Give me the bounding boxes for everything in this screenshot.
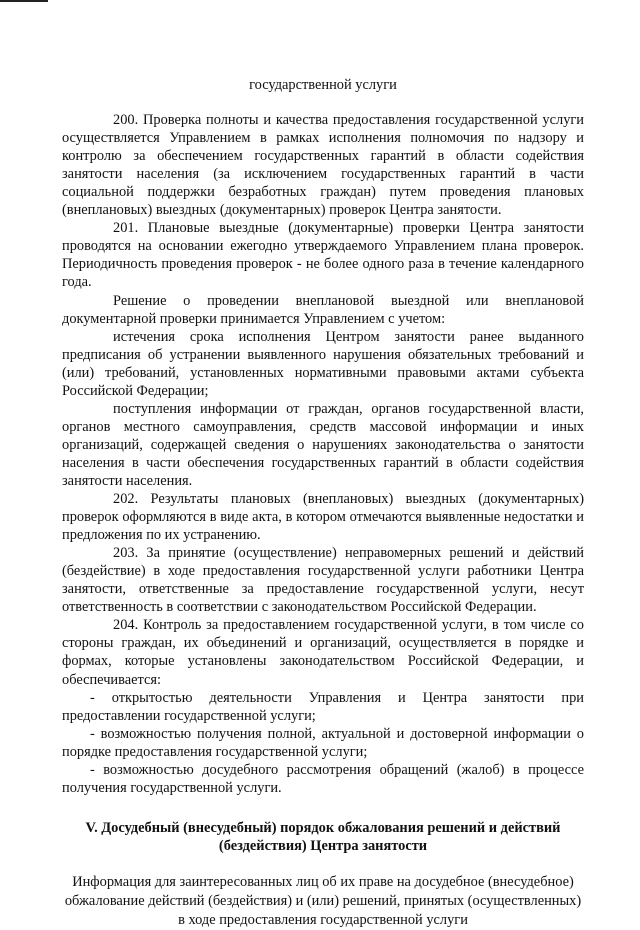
document-content [62,76,584,930]
paragraph-202: 202. Результаты плановых (внеплановых) выездных (документарных) проверок оформляются в виде акта, в котором отмечаются выявленные недостатки и предложения по их устранению. [62,491,584,544]
list-item-pretrial: - возможностью досудебного рассмотрения обращений (жалоб) в процессе получения государственной услуги. [62,761,584,796]
list-item-information: - возможностью получения полной, актуальной и достоверной информации о порядке предоставления государственной услуги; [62,725,584,760]
paragraph-200: 200. Проверка полноты и качества предоставления государственной услуги осуществляется Управлением в рамках исполнения полномочия по надзору и контролю за обеспечением государственных гарантий в области содействия занятости населения (за исключением государственных гарантий в части социальной поддержки безработных граждан) путем проведения плановых (внеплановых) выездных (документарных) проверок Центра занятости. [62,112,584,219]
scan-corner-mark [0,0,48,2]
paragraph-expiry: истечения срока исполнения Центром занятости ранее выданного предписания об устранении выявленного нарушения обязательных требований и (или) требований, установленных нормативными правовыми актами субъекта Российской Федерации; [62,328,584,399]
section-heading: V. Досудебный (внесудебный) порядок обжалования решений и действий (бездействия) Центра занятости [85,819,561,854]
paragraph-203: 203. За принятие (осуществление) неправомерных решений и действий (бездействие) в ходе предоставления государственной услуги работники Центра занятости, ответственные за предоставление государственной услуги, несут ответственность в соответствии с законодательством Российской Федерации. [62,545,584,616]
paragraph-decision: Решение о проведении внеплановой выездной или внеплановой документарной проверки принимается Управлением с учетом: [62,292,584,327]
list-item-openness: - открытостью деятельности Управления и Центра занятости при предоставлении государственной услуги; [62,689,584,724]
paragraph-204: 204. Контроль за предоставлением государственной услуги, в том числе со стороны граждан, их объединений и организаций, осуществляется в порядке и формах, которые установлены законодательством Российской Федерации, и обеспечивается: [62,617,584,688]
info-block: Информация для заинтересованных лиц об их праве на досудебное (внесудебное) обжалование действий (бездействия) и (или) решений, принятых (осуществленных) в ходе предоставления государственной услуги [64,873,582,928]
top-fragment: государственной услуги [249,77,397,93]
paragraph-201: 201. Плановые выездные (документарные) проверки Центра занятости проводятся на основании ежегодно утверждаемого Управлением плана проверок. Периодичность проведения проверок - не более одного раза в течение календарного года. [62,220,584,291]
paragraph-information-received: поступления информации от граждан, органов государственной власти, органов местного самоуправления, средств массовой информации и иных организаций, содержащей сведения о нарушениях законодательства о занятости населения в части обеспечения государственных гарантий в области содействия занятости населения. [62,400,584,489]
